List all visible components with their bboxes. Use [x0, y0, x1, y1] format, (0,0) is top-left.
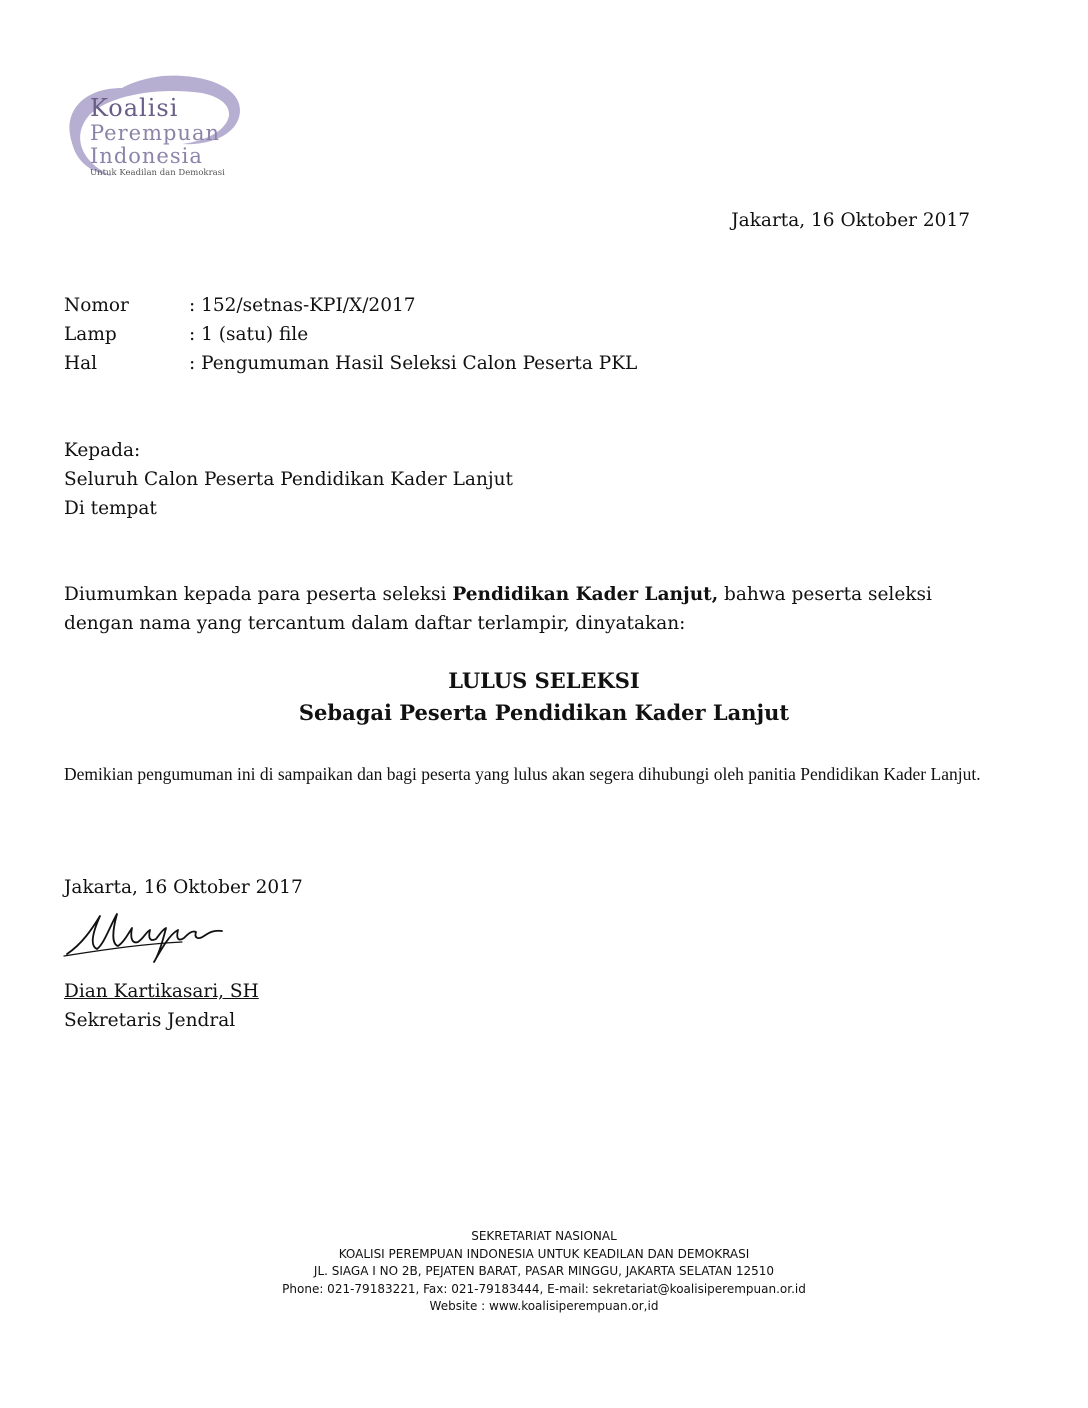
recipient-place: Di tempat	[64, 498, 157, 519]
logo-text-perempuan: Perempuan	[90, 121, 221, 145]
logo-text-koalisi: Koalisi	[90, 94, 179, 122]
recipient-block	[64, 436, 513, 523]
footer-website: Website : www.koalisiperempuan.or,id	[429, 1299, 659, 1313]
meta-row-hal	[64, 349, 637, 378]
meta-label: Nomor	[64, 295, 129, 316]
logo-text-indonesia: Indonesia	[90, 144, 203, 168]
signer-name: Dian Kartikasari, SH	[64, 981, 259, 1002]
letter-meta	[64, 291, 637, 378]
meta-value: : 152/setnas-KPI/X/2017	[189, 295, 416, 316]
footer-secretariat: SEKRETARIAT NASIONAL	[471, 1229, 617, 1243]
recipient-name: Seluruh Calon Peserta Pendidikan Kader Lanjut	[64, 469, 513, 490]
footer-organization: KOALISI PEREMPUAN INDONESIA UNTUK KEADILAN DAN DEMOKRASI	[338, 1246, 750, 1261]
closing-paragraph: Demikian pengumuman ini di sampaikan dan bagi peserta yang lulus akan segera dihubungi oleh panitia Pendidikan Kader Lanjut.	[64, 764, 981, 784]
letter-footer	[0, 1228, 1088, 1316]
intro-text: Diumumkan kepada para peserta seleksi	[64, 584, 453, 605]
meta-row-nomor	[64, 291, 637, 320]
organization-logo	[62, 68, 262, 188]
intro-text-end: bahwa peserta seleksi dengan nama yang tercantum dalam daftar terlampir, dinyatakan:	[64, 584, 932, 634]
footer-address: JL. SIAGA I NO 2B, PEJATEN BARAT, PASAR MINGGU, JAKARTA SELATAN 12510	[313, 1264, 775, 1278]
logo-tagline: Untuk Keadilan dan Demokrasi	[90, 168, 225, 178]
intro-bold-text: Pendidikan Kader Lanjut,	[452, 584, 719, 605]
result-subheading: Sebagai Peserta Pendidikan Kader Lanjut	[298, 700, 790, 725]
signer-block	[64, 977, 259, 1035]
meta-label: Hal	[64, 353, 98, 374]
signer-title: Sekretaris Jendral	[64, 1010, 236, 1031]
meta-row-lamp	[64, 320, 637, 349]
meta-value: : Pengumuman Hasil Seleksi Calon Peserta PKL	[189, 353, 638, 374]
recipient-salutation: Kepada:	[64, 440, 141, 461]
handwritten-signature	[62, 904, 227, 964]
letter-date: Jakarta, 16 Oktober 2017	[731, 210, 970, 231]
intro-paragraph	[64, 580, 1004, 638]
meta-value: : 1 (satu) file	[189, 324, 309, 345]
footer-contact: Phone: 021-79183221, Fax: 021-79183444, E-mail: sekretariat@koalisiperempuan.or.id	[282, 1281, 806, 1296]
signoff-date: Jakarta, 16 Oktober 2017	[64, 877, 303, 898]
meta-label: Lamp	[64, 324, 117, 345]
result-heading: LULUS SELEKSI	[448, 668, 640, 693]
